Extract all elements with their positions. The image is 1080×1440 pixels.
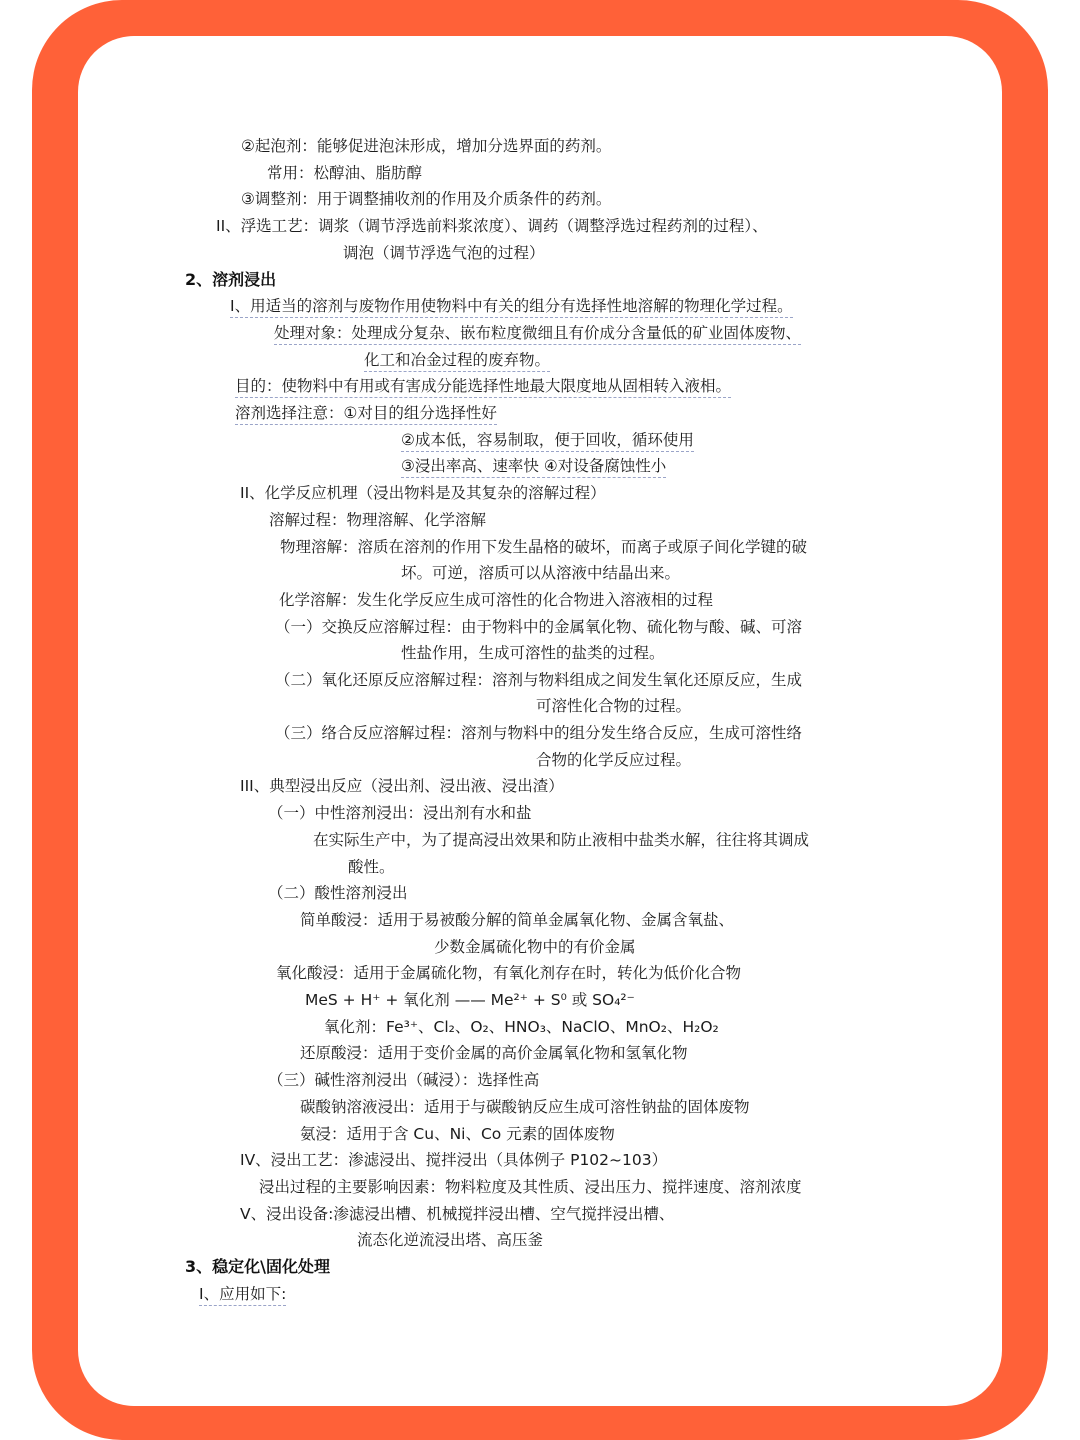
text-line: （二）氧化还原反应溶解过程：溶剂与物料组成之间发生氧化还原反应，生成 [275, 671, 803, 689]
text-line: 调泡（调节浮选气泡的过程） [343, 244, 545, 262]
text-line: 性盐作用，生成可溶性的盐类的过程。 [401, 644, 665, 662]
text-line: （一）交换反应溶解过程：由于物料中的金属氧化物、硫化物与酸、碱、可溶 [275, 618, 803, 636]
text-line: 坏。可逆，溶质可以从溶液中结晶出来。 [401, 564, 681, 582]
text-line: 氧化酸浸：适用于金属硫化物，有氧化剂存在时，转化为低价化合物 [276, 964, 742, 982]
text-line: II、化学反应机理（浸出物料是及其复杂的溶解过程） [240, 484, 606, 502]
text-line: （一）中性溶剂浸出：浸出剂有水和盐 [268, 804, 532, 822]
equation-line: 氧化剂：Fe³⁺、Cl₂、O₂、HNO₃、NaClO、MnO₂、H₂O₂ [324, 1018, 719, 1036]
text-line: 浸出过程的主要影响因素：物料粒度及其性质、浸出压力、搅拌速度、溶剂浓度 [259, 1178, 802, 1196]
text-line: 合物的化学反应过程。 [536, 751, 692, 769]
text-line: ③调整剂：用于调整捕收剂的作用及介质条件的药剂。 [241, 190, 612, 208]
text-line: IV、浸出工艺：渗滤浸出、搅拌浸出（具体例子 P102~103） [240, 1151, 668, 1169]
text-line: 溶解过程：物理溶解、化学溶解 [269, 511, 487, 529]
text-line: 物理溶解：溶质在溶剂的作用下发生晶格的破坏，而离子或原子间化学键的破 [280, 538, 808, 556]
text-line: 目的：使物料中有用或有害成分能选择性地最大限度地从固相转入液相。 [235, 376, 731, 398]
text-line: ③浸出率高、速率快 ④对设备腐蚀性小 [401, 456, 666, 478]
text-line: 溶剂选择注意：①对目的组分选择性好 [235, 403, 497, 425]
text-line: 酸性。 [348, 858, 395, 876]
text-line: 化工和冶金过程的废弃物。 [364, 350, 550, 372]
text-line: 可溶性化合物的过程。 [536, 697, 692, 715]
text-line: II、浮选工艺：调浆（调节浮选前料浆浓度）、调药（调整浮选过程药剂的过程）、 [216, 217, 768, 235]
equation-line: MeS + H⁺ + 氧化剂 —— Me²⁺ + S⁰ 或 SO₄²⁻ [305, 991, 635, 1009]
document-page [78, 36, 1002, 1406]
text-line: 在实际生产中，为了提高浸出效果和防止液相中盐类水解，往往将其调成 [313, 831, 810, 849]
text-line: 处理对象：处理成分复杂、嵌布粒度微细且有价成分含量低的矿业固体废物、 [274, 323, 801, 345]
text-line: 碳酸钠溶液浸出：适用于与碳酸钠反应生成可溶性钠盐的固体废物 [300, 1098, 750, 1116]
text-line: 少数金属硫化物中的有价金属 [434, 938, 636, 956]
text-line: （三）络合反应溶解过程：溶剂与物料中的组分发生络合反应，生成可溶性络 [275, 724, 803, 742]
text-line: 氨浸：适用于含 Cu、Ni、Co 元素的固体废物 [300, 1125, 615, 1143]
text-line: （二）酸性溶剂浸出 [268, 884, 408, 902]
text-line: I、应用如下: [199, 1284, 286, 1306]
section-heading: 3、稳定化\固化处理 [185, 1257, 330, 1276]
section-heading: 2、溶剂浸出 [185, 270, 277, 289]
text-line: 还原酸浸：适用于变价金属的高价金属氧化物和氢氧化物 [300, 1044, 688, 1062]
text-line: 流态化逆流浸出塔、高压釜 [357, 1231, 544, 1249]
text-line: （三）碱性溶剂浸出（碱浸）：选择性高 [268, 1071, 540, 1089]
text-line: 常用：松醇油、脂肪醇 [267, 164, 423, 182]
text-line: 化学溶解：发生化学反应生成可溶性的化合物进入溶液相的过程 [279, 591, 714, 609]
text-line: V、浸出设备:渗滤浸出槽、机械搅拌浸出槽、空气搅拌浸出槽、 [240, 1205, 675, 1223]
text-line: ②起泡剂：能够促进泡沫形成，增加分选界面的药剂。 [241, 137, 612, 155]
text-line: III、典型浸出反应（浸出剂、浸出液、浸出渣） [240, 777, 564, 795]
text-line: 简单酸浸：适用于易被酸分解的简单金属氧化物、金属含氧盐、 [300, 911, 735, 929]
text-line: I、用适当的溶剂与废物作用使物料中有关的组分有选择性地溶解的物理化学过程。 [230, 296, 793, 318]
text-line: ②成本低，容易制取，便于回收，循环使用 [401, 430, 694, 452]
